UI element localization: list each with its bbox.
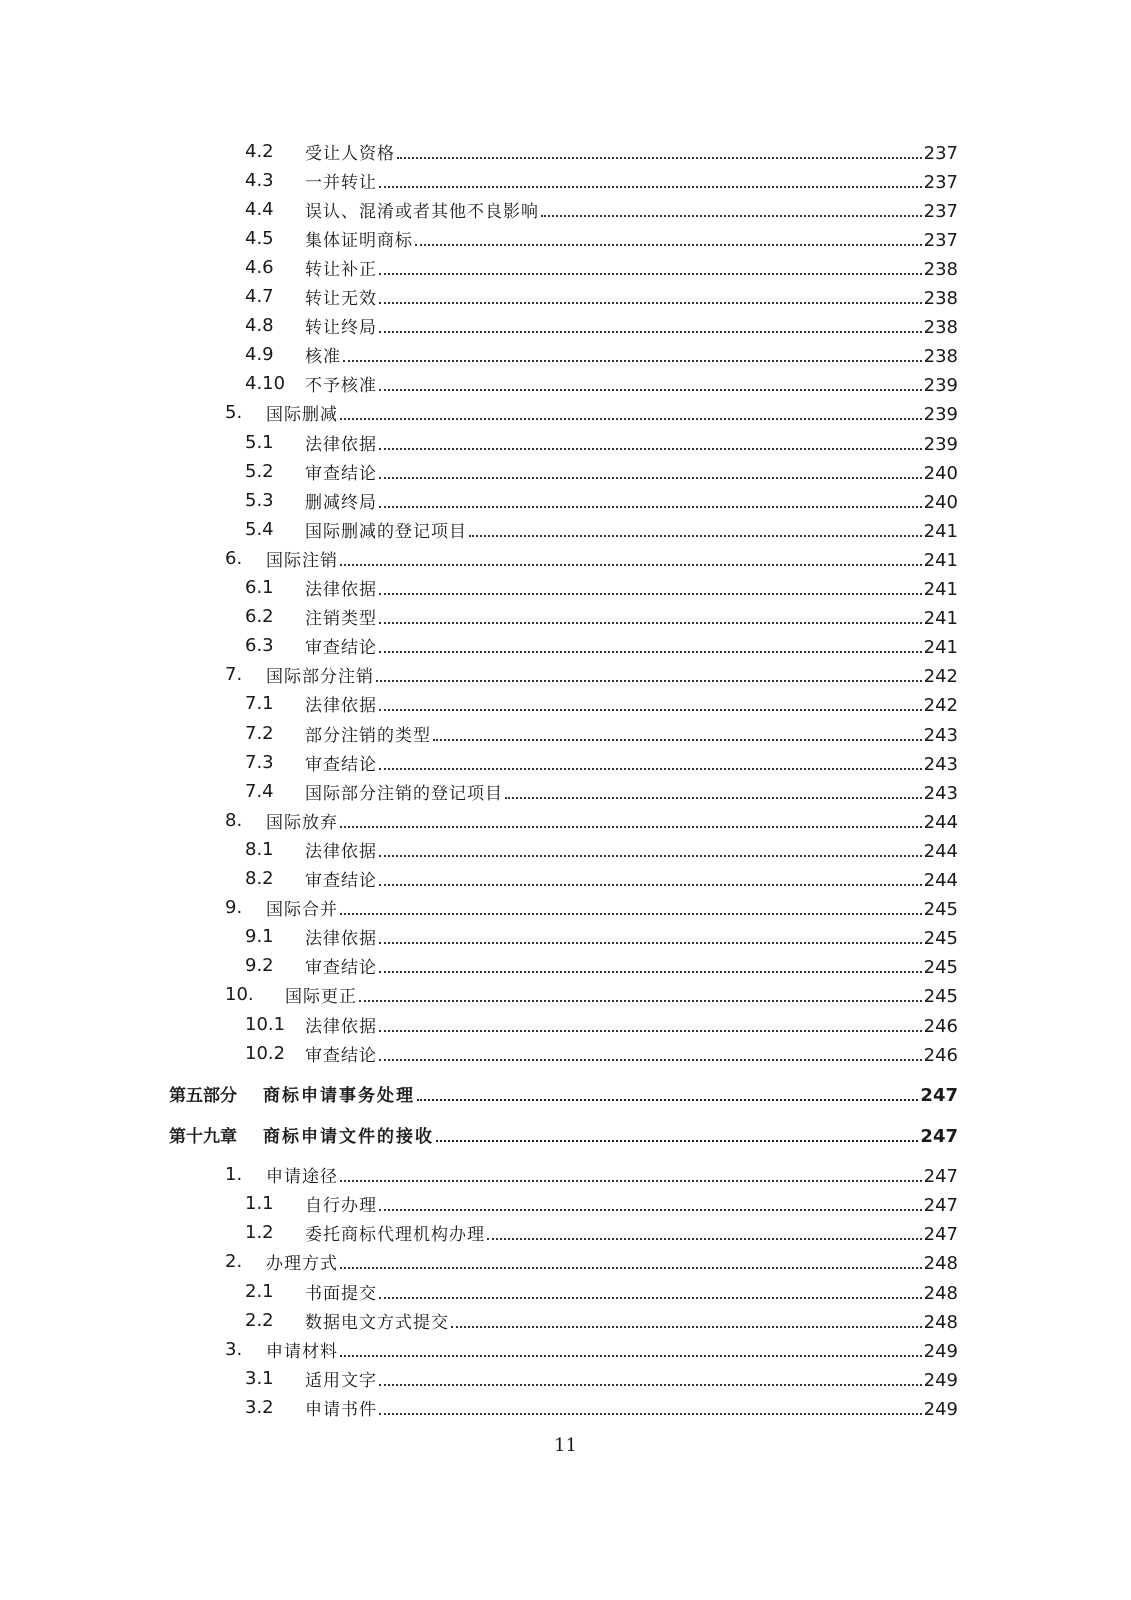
toc-subsection-entry[interactable] — [0, 747, 1131, 777]
toc-entry-title: 法律依据 — [305, 841, 377, 862]
toc-entry-title: 申请途径 — [266, 1167, 338, 1188]
toc-dot-leader — [340, 417, 922, 420]
toc-dot-leader — [379, 447, 922, 450]
toc-entry-page: 237 — [923, 171, 958, 193]
toc-entry-number: 7.2 — [245, 722, 274, 744]
toc-entry-line — [305, 779, 958, 804]
toc-entry-line — [305, 284, 958, 309]
toc-dot-leader — [379, 1208, 922, 1211]
toc-entry-number: 6. — [225, 547, 243, 569]
toc-entry-title: 审查结论 — [305, 638, 377, 659]
toc-entry-page: 244 — [923, 870, 958, 891]
toc-subsection-entry[interactable] — [0, 1392, 1131, 1422]
toc-dot-leader — [379, 941, 922, 944]
toc-entry-line — [305, 313, 958, 338]
toc-entry-line — [285, 982, 958, 1007]
toc-dot-leader — [379, 854, 922, 857]
toc-entry-line — [305, 430, 958, 455]
toc-entry-title: 申请书件 — [305, 1399, 377, 1420]
toc-subsection-entry[interactable] — [0, 456, 1131, 486]
toc-entry-number: 6.1 — [245, 577, 274, 598]
toc-entry-page: 247 — [920, 1125, 958, 1147]
toc-subsection-entry[interactable] — [0, 194, 1131, 224]
toc-entry-number: 第五部分 — [169, 1086, 237, 1107]
toc-entry-title: 商标申请文件的接收 — [263, 1126, 434, 1147]
toc-entry-line — [266, 400, 958, 425]
toc-subsection-entry[interactable] — [0, 369, 1131, 399]
toc-dot-leader — [541, 214, 922, 217]
toc-entry-number: 1.1 — [245, 1193, 274, 1215]
toc-entry-line — [305, 691, 958, 716]
toc-entry-number: 5. — [225, 402, 243, 424]
toc-part-entry[interactable] — [0, 1119, 1131, 1149]
toc-entry-page: 240 — [923, 491, 958, 513]
toc-entry-line — [305, 866, 958, 891]
toc-section-entry[interactable] — [0, 1160, 1131, 1190]
toc-entry-page: 245 — [923, 957, 958, 979]
toc-entry-line — [305, 517, 958, 542]
toc-entry-page: 241 — [923, 608, 958, 630]
toc-entry-page: 241 — [923, 637, 958, 659]
page-number: 11 — [554, 1435, 577, 1456]
toc-dot-leader — [415, 243, 922, 246]
toc-dot-leader — [343, 359, 922, 362]
toc-subsection-entry[interactable] — [0, 223, 1131, 253]
toc-entry-number: 9.1 — [245, 926, 274, 948]
toc-subsection-entry[interactable] — [0, 340, 1131, 370]
toc-entry-line — [305, 924, 958, 949]
toc-entry-number: 4.7 — [245, 286, 274, 307]
toc-entry-number: 7.3 — [245, 751, 274, 773]
toc-entry-line — [305, 139, 958, 164]
toc-entry-line — [266, 1162, 958, 1187]
toc-entry-title: 国际部分注销的登记项目 — [305, 783, 503, 804]
toc-dot-leader — [417, 1098, 918, 1101]
toc-entry-number: 4.6 — [245, 256, 274, 278]
toc-entry-number: 2.1 — [245, 1280, 274, 1302]
toc-dot-leader — [340, 912, 922, 915]
toc-entry-title: 委托商标代理机构办理 — [305, 1225, 485, 1246]
toc-subsection-entry[interactable] — [0, 1189, 1131, 1219]
toc-dot-leader — [397, 156, 922, 159]
toc-entry-line — [266, 1249, 958, 1274]
toc-entry-line — [305, 633, 958, 658]
toc-entry-number: 8.1 — [245, 838, 274, 860]
toc-entry-number: 2.2 — [245, 1309, 274, 1331]
toc-entry-line — [305, 1395, 958, 1420]
toc-subsection-entry[interactable] — [0, 165, 1131, 195]
toc-subsection-entry[interactable] — [0, 1038, 1131, 1068]
toc-entry-number: 1.2 — [245, 1222, 274, 1244]
toc-entry-title: 审查结论 — [305, 754, 377, 775]
toc-subsection-entry[interactable] — [0, 776, 1131, 806]
toc-entry-page: 239 — [923, 404, 958, 426]
toc-entry-page: 247 — [920, 1085, 958, 1107]
toc-dot-leader — [379, 1029, 922, 1032]
toc-entry-number: 4.5 — [245, 227, 274, 249]
toc-entry-page: 249 — [923, 1398, 958, 1420]
toc-subsection-entry[interactable] — [0, 1363, 1131, 1393]
toc-entry-page: 247 — [923, 1195, 958, 1217]
toc-entry-title: 删减终局 — [305, 492, 377, 513]
toc-entry-page: 242 — [923, 666, 958, 688]
toc-subsection-entry[interactable] — [0, 602, 1131, 632]
toc-entry-line — [305, 459, 958, 484]
toc-section-entry[interactable] — [0, 893, 1131, 923]
toc-entry-line — [305, 837, 958, 862]
toc-entry-title: 国际更正 — [285, 987, 357, 1008]
toc-entry-title: 受让人资格 — [305, 143, 395, 164]
toc-entry-line — [305, 1012, 958, 1037]
toc-dot-leader — [379, 185, 922, 188]
toc-entry-line — [305, 226, 958, 251]
toc-subsection-entry[interactable] — [0, 485, 1131, 515]
toc-entry-line — [305, 1366, 958, 1391]
toc-entry-line — [305, 1220, 958, 1245]
toc-entry-title: 数据电文方式提交 — [305, 1312, 449, 1333]
toc-part-entry[interactable] — [0, 1079, 1131, 1109]
toc-dot-leader — [379, 708, 922, 711]
toc-entry-title: 法律依据 — [305, 434, 377, 455]
toc-entry-line — [305, 953, 958, 978]
toc-entry-page: 241 — [923, 549, 958, 571]
toc-entry-page: 247 — [923, 1166, 958, 1188]
toc-entry-number: 8. — [225, 809, 243, 831]
toc-entry-title: 国际删减的登记项目 — [305, 521, 467, 542]
toc-subsection-entry[interactable] — [0, 1305, 1131, 1335]
toc-subsection-entry[interactable] — [0, 1009, 1131, 1039]
toc-entry-title: 审查结论 — [305, 871, 377, 891]
toc-entry-title: 申请材料 — [266, 1341, 338, 1362]
toc-dot-leader — [469, 534, 922, 537]
toc-entry-line — [305, 197, 958, 222]
toc-subsection-entry[interactable] — [0, 631, 1131, 661]
toc-entry-title: 法律依据 — [305, 929, 377, 950]
toc-dot-leader — [433, 738, 922, 741]
toc-entry-number: 5.1 — [245, 431, 274, 453]
toc-entry-number: 5.2 — [245, 460, 274, 482]
toc-entry-line — [305, 371, 958, 396]
toc-entry-number: 3.1 — [245, 1367, 274, 1389]
toc-entry-number: 第十九章 — [169, 1126, 237, 1147]
toc-entry-line — [305, 750, 958, 775]
toc-dot-leader — [340, 563, 922, 566]
toc-entry-page: 237 — [923, 142, 958, 164]
toc-entry-line — [305, 1279, 958, 1304]
toc-entry-title: 国际部分注销 — [266, 667, 374, 688]
toc-entry-line — [305, 168, 958, 193]
toc-entry-title: 法律依据 — [305, 1016, 377, 1037]
toc-entry-title: 集体证明商标 — [305, 230, 413, 251]
toc-entry-page: 246 — [923, 1044, 958, 1066]
toc-entry-line — [305, 1191, 958, 1216]
toc-entry-number: 9. — [225, 897, 243, 919]
toc-entry-page: 241 — [923, 520, 958, 542]
toc-entry-page: 248 — [923, 1282, 958, 1304]
toc-section-entry[interactable] — [0, 980, 1131, 1010]
toc-dot-leader — [379, 1412, 922, 1415]
toc-entry-number: 5.3 — [245, 489, 274, 511]
toc-entry-title: 误认、混淆或者其他不良影响 — [305, 201, 539, 222]
toc-entry-page: 237 — [923, 229, 958, 251]
toc-entry-line — [305, 1308, 958, 1333]
toc-subsection-entry[interactable] — [0, 282, 1131, 312]
toc-entry-page: 243 — [923, 724, 958, 746]
toc-entry-number: 1. — [225, 1164, 243, 1186]
toc-dot-leader — [340, 1266, 922, 1269]
toc-entry-number: 4.8 — [245, 315, 274, 337]
toc-entry-line — [263, 1122, 958, 1147]
toc-entry-page: 244 — [923, 840, 958, 862]
toc-entry-page: 245 — [923, 928, 958, 950]
toc-entry-number: 10.1 — [245, 1013, 286, 1035]
toc-entry-number: 4.9 — [245, 344, 274, 366]
toc-entry-page: 240 — [923, 462, 958, 484]
toc-entry-title: 法律依据 — [305, 696, 377, 717]
toc-entry-line — [305, 342, 958, 367]
toc-dot-leader — [379, 883, 922, 886]
toc-entry-line — [266, 895, 958, 920]
toc-dot-leader — [340, 1179, 922, 1182]
toc-entry-title: 注销类型 — [305, 609, 377, 630]
toc-subsection-entry[interactable] — [0, 1218, 1131, 1248]
toc-entry-page: 246 — [923, 1015, 958, 1037]
toc-dot-leader — [379, 767, 922, 770]
toc-subsection-entry[interactable] — [0, 864, 1131, 894]
toc-entry-page: 245 — [923, 986, 958, 1008]
toc-dot-leader — [505, 796, 922, 799]
toc-entry-title: 书面提交 — [305, 1283, 377, 1304]
toc-subsection-entry[interactable] — [0, 427, 1131, 457]
toc-entry-number: 6.2 — [245, 606, 274, 628]
toc-entry-number: 4.4 — [245, 198, 274, 220]
toc-entry-number: 9.2 — [245, 955, 274, 977]
toc-dot-leader — [379, 650, 922, 653]
toc-entry-title: 部分注销的类型 — [305, 725, 431, 746]
toc-entry-title: 核准 — [305, 347, 341, 368]
toc-entry-number: 4.2 — [245, 140, 274, 162]
toc-dot-leader — [379, 388, 922, 391]
toc-entry-line — [305, 1041, 958, 1066]
toc-entry-page: 248 — [923, 1311, 958, 1333]
toc-entry-title: 转让无效 — [305, 289, 377, 309]
toc-entry-title: 转让终局 — [305, 318, 377, 339]
toc-entry-number: 7.1 — [245, 693, 274, 715]
toc-entry-page: 237 — [923, 200, 958, 222]
toc-section-entry[interactable] — [0, 805, 1131, 835]
toc-entry-page: 244 — [923, 811, 958, 833]
toc-entry-line — [305, 721, 958, 746]
toc-entry-title: 自行办理 — [305, 1196, 377, 1217]
toc-dot-leader — [379, 592, 922, 595]
toc-entry-number: 3. — [225, 1338, 243, 1360]
toc-entry-page: 249 — [923, 1340, 958, 1362]
toc-dot-leader — [379, 970, 922, 973]
toc-entry-title: 办理方式 — [266, 1254, 338, 1275]
toc-entry-page: 238 — [923, 258, 958, 280]
toc-entry-page: 239 — [923, 375, 958, 397]
toc-entry-line — [266, 662, 958, 687]
toc-entry-title: 一并转让 — [305, 172, 377, 193]
toc-subsection-entry[interactable] — [0, 834, 1131, 864]
toc-entry-page: 249 — [923, 1369, 958, 1391]
toc-entry-number: 4.3 — [245, 169, 274, 191]
toc-entry-page: 247 — [923, 1224, 958, 1246]
toc-section-entry[interactable] — [0, 1247, 1131, 1277]
toc-dot-leader — [379, 1383, 922, 1386]
toc-entry-line — [266, 808, 958, 833]
toc-entry-number: 10. — [225, 984, 254, 1006]
toc-entry-line — [305, 575, 958, 600]
toc-dot-leader — [487, 1237, 922, 1240]
toc-section-entry[interactable] — [0, 660, 1131, 690]
toc-entry-page: 241 — [923, 579, 958, 600]
toc-entry-title: 法律依据 — [305, 580, 377, 600]
toc-entry-title: 国际删减 — [266, 405, 338, 426]
toc-entry-number: 10.2 — [245, 1042, 286, 1064]
toc-dot-leader — [379, 272, 922, 275]
toc-subsection-entry[interactable] — [0, 136, 1131, 166]
toc-entry-title: 适用文字 — [305, 1370, 377, 1391]
toc-entry-title: 国际注销 — [266, 550, 338, 571]
toc-dot-leader — [451, 1325, 922, 1328]
toc-dot-leader — [340, 1354, 922, 1357]
toc-entry-page: 243 — [923, 782, 958, 804]
toc-subsection-entry[interactable] — [0, 922, 1131, 952]
toc-entry-line — [305, 488, 958, 513]
toc-entry-title: 商标申请事务处理 — [263, 1086, 415, 1107]
toc-entry-title: 国际放弃 — [266, 812, 338, 833]
toc-entry-number: 7. — [225, 664, 243, 686]
toc-subsection-entry[interactable] — [0, 951, 1131, 981]
toc-entry-line — [266, 546, 958, 571]
toc-subsection-entry[interactable] — [0, 514, 1131, 544]
toc-entry-page: 239 — [923, 433, 958, 455]
toc-subsection-entry[interactable] — [0, 718, 1131, 748]
toc-entry-page: 238 — [923, 346, 958, 368]
toc-entry-number: 6.3 — [245, 635, 274, 657]
toc-dot-leader — [379, 1058, 922, 1061]
toc-entry-number: 4.10 — [245, 373, 286, 395]
toc-entry-page: 243 — [923, 753, 958, 775]
toc-entry-number: 8.2 — [245, 868, 274, 889]
toc-entry-line — [305, 255, 958, 280]
toc-section-entry[interactable] — [0, 1334, 1131, 1364]
toc-entry-title: 不予核准 — [305, 376, 377, 397]
toc-entry-title: 审查结论 — [305, 463, 377, 484]
toc-entry-line — [305, 604, 958, 629]
toc-entry-page: 245 — [923, 899, 958, 921]
toc-dot-leader — [436, 1139, 918, 1142]
toc-subsection-entry[interactable] — [0, 689, 1131, 719]
toc-entry-page: 238 — [923, 317, 958, 339]
toc-entry-number: 7.4 — [245, 780, 274, 802]
toc-dot-leader — [379, 505, 922, 508]
toc-section-entry[interactable] — [0, 543, 1131, 573]
toc-dot-leader — [376, 679, 922, 682]
toc-entry-page: 248 — [923, 1253, 958, 1275]
toc-dot-leader — [340, 825, 922, 828]
toc-entry-title: 审查结论 — [305, 958, 377, 979]
toc-dot-leader — [379, 476, 922, 479]
toc-entry-number: 5.4 — [245, 518, 274, 540]
toc-subsection-entry[interactable] — [0, 573, 1131, 603]
toc-dot-leader — [379, 301, 922, 304]
toc-entry-number: 3.2 — [245, 1396, 274, 1418]
toc-dot-leader — [359, 999, 922, 1002]
toc-entry-title: 审查结论 — [305, 1045, 377, 1066]
toc-entry-page: 242 — [923, 695, 958, 717]
toc-entry-title: 转让补正 — [305, 259, 377, 280]
toc-dot-leader — [379, 1296, 922, 1299]
toc-dot-leader — [379, 621, 922, 624]
toc-section-entry[interactable] — [0, 398, 1131, 428]
toc-subsection-entry[interactable] — [0, 311, 1131, 341]
toc-entry-page: 238 — [923, 288, 958, 309]
toc-subsection-entry[interactable] — [0, 1276, 1131, 1306]
toc-entry-title: 国际合并 — [266, 900, 338, 921]
toc-dot-leader — [379, 330, 922, 333]
toc-entry-line — [266, 1337, 958, 1362]
toc-subsection-entry[interactable] — [0, 252, 1131, 282]
toc-entry-number: 2. — [225, 1251, 243, 1273]
toc-entry-line — [263, 1081, 958, 1106]
